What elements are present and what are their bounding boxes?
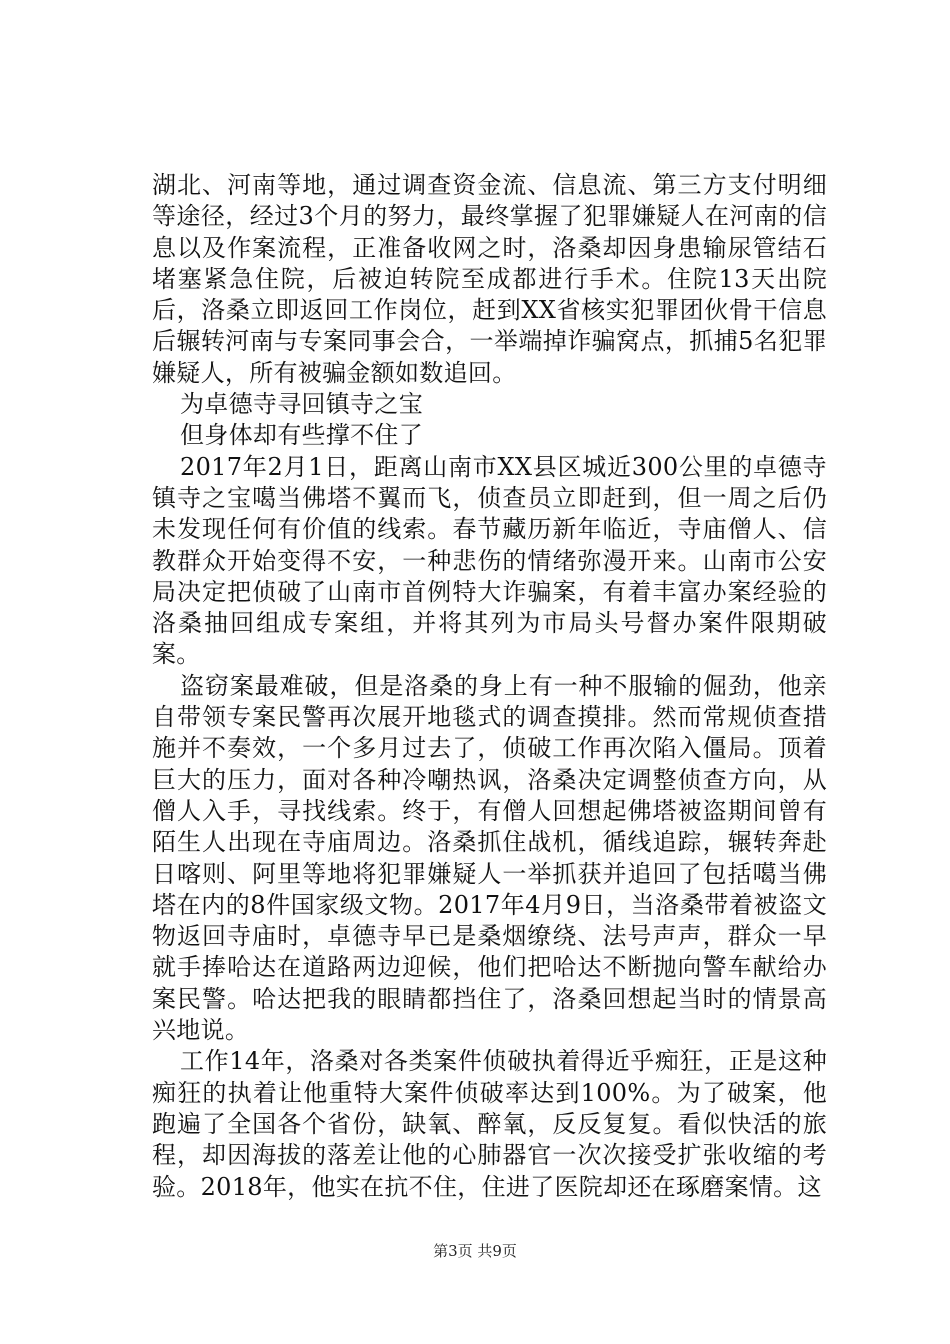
paragraph: 盗窃案最难破，但是洛桑的身上有一种不服输的倔劲，他亲自带领专案民警再次展开地毯式的调查摸排。然而常规侦查措施并不奏效，一个多月过去了，侦破工作再次陷入僵局。顶着巨大的压力，面对各种冷嘲热讽，洛桑决定调整侦查方向，从僧人入手，寻找线索。终于，有僧人回想起佛塔被盗期间曾有陌生人出现在寺庙周边。洛桑抓住战机，循线追踪，辗转奔赴日喀则、阿里等地将犯罪嫌疑人一举抓获并追回了包括噶当佛塔在内的8件国家级文物。2017年4月9日，当洛桑带着被盗文物返回寺庙时，卓德寺早已是桑烟缭绕、法号声声，群众一早就手捧哈达在道路两边迎候，他们把哈达不断抛向警车献给办案民警。哈达把我的眼睛都挡住了，洛桑回想起当时的情景高兴地说。 (152, 671, 827, 1045)
section-heading-line-1: 为卓德寺寻回镇寺之宝 (180, 390, 423, 419)
paragraph: 2017年2月1日，距离山南市XX县区城近300公里的卓德寺镇寺之宝噶当佛塔不翼而飞，侦查员立即赶到，但一周之后仍未发现任何有价值的线索。春节藏历新年临近，寺庙僧人、信教群众开始变得不安，一种悲伤的情绪弥漫开来。山南市公安局决定把侦破了山南市首例特大诈骗案，有着丰富办案经验的洛桑抽回组成专案组，并将其列为市局头号督办案件限期破案。 (152, 452, 827, 669)
document-body (152, 170, 827, 1203)
page-footer: 第3页 共9页 (433, 1242, 517, 1260)
paragraph-continued: 湖北、河南等地，通过调查资金流、信息流、第三方支付明细等途径，经过3个月的努力，最终掌握了犯罪嫌疑人在河南的信息以及作案流程，正准备收网之时，洛桑却因身患输尿管结石堵塞紧急住院，后被迫转院至成都进行手术。住院13天出院后，洛桑立即返回工作岗位，赶到XX省核实犯罪团伙骨干信息后辗转河南与专案同事会合，一举端掉诈骗窝点，抓捕5名犯罪嫌疑人，所有被骗金额如数追回。 (152, 171, 827, 387)
section-heading-line-2: 但身体却有些撑不住了 (180, 421, 423, 450)
paragraph: 工作14年，洛桑对各类案件侦破执着得近乎痴狂，正是这种痴狂的执着让他重特大案件侦破率达到100%。为了破案，他跑遍了全国各个省份，缺氧、醉氧，反反复复。看似快活的旅程，却因海拔的落差让他的心肺器官一次次接受扩张收缩的考验。2018年，他实在抗不住，住进了医院却还在琢磨案情。这 (152, 1047, 827, 1201)
